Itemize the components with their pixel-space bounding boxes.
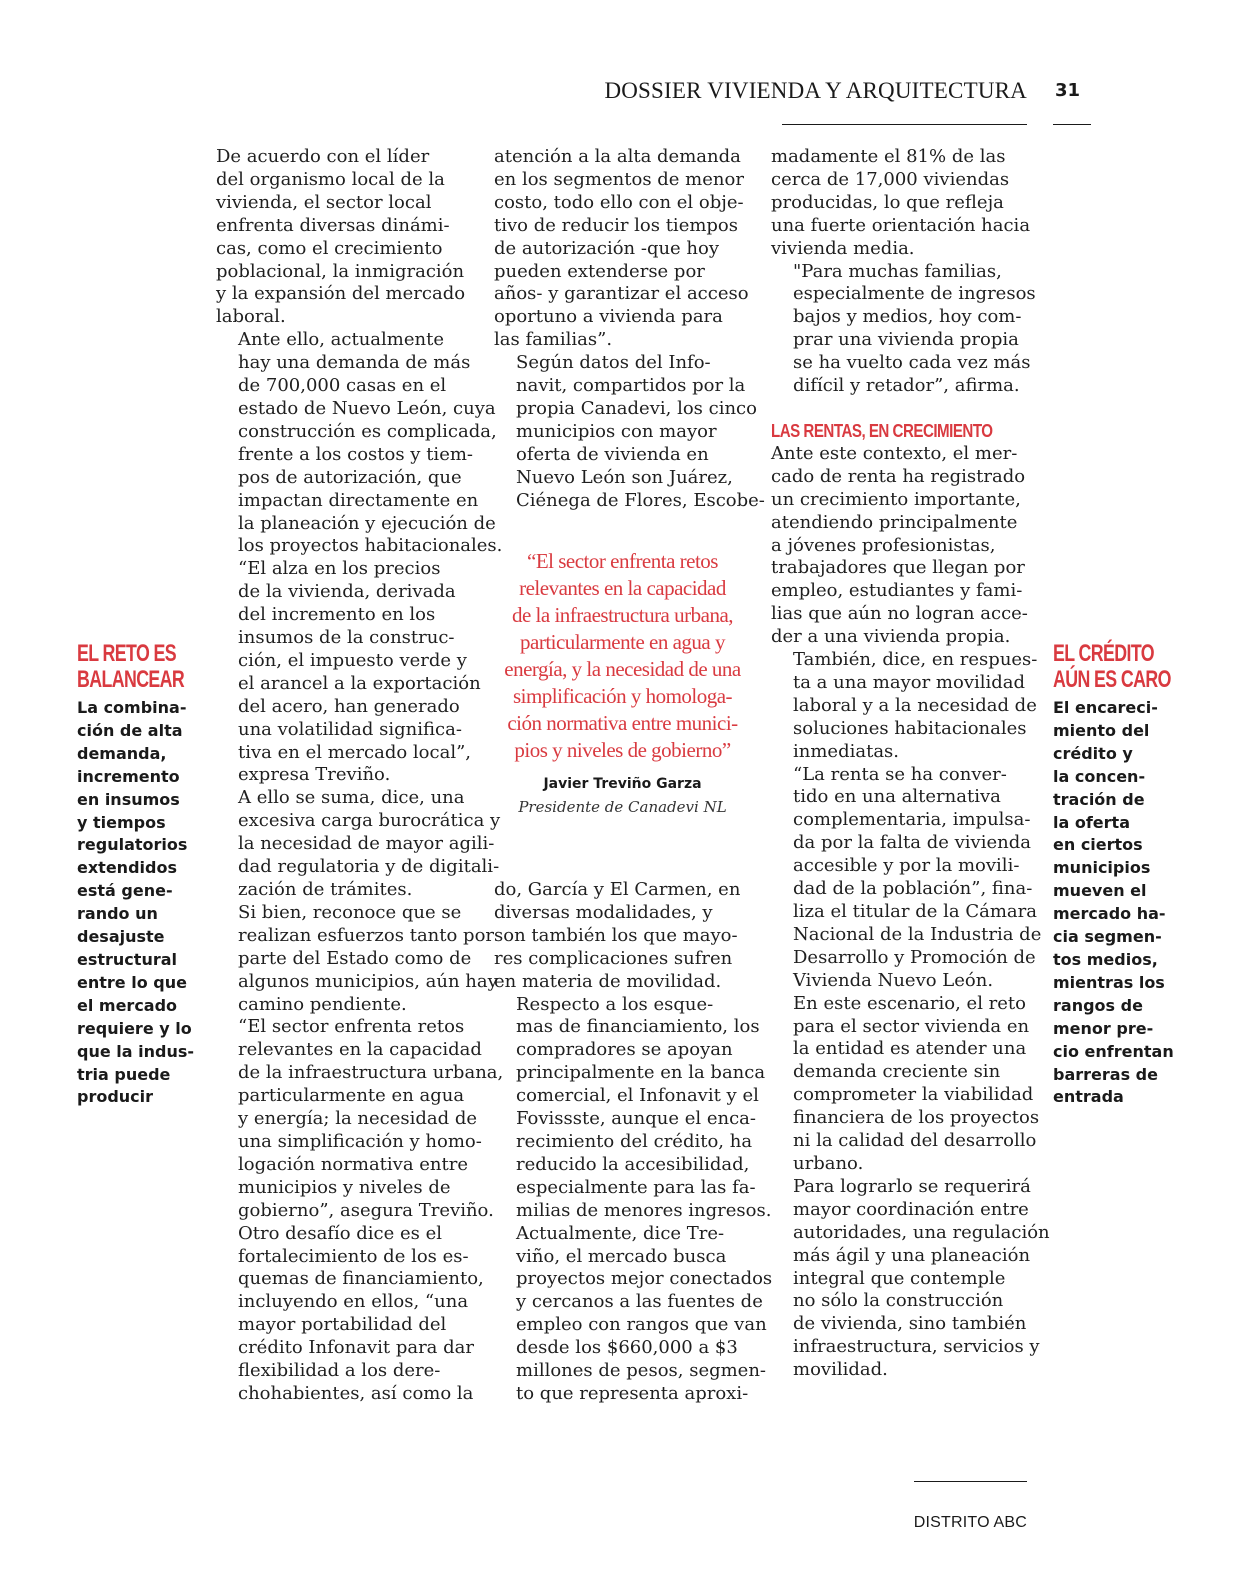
text-line: realizan esfuerzos tanto por — [238, 924, 495, 946]
paragraph — [216, 558, 481, 787]
text-line: rando un — [77, 904, 158, 924]
text-line: diversas modalidades, y — [494, 901, 713, 923]
text-line: “La renta se ha conver- — [793, 763, 1007, 785]
text-line: ta a una mayor movilidad — [793, 671, 1026, 693]
text-line: res complicaciones sufren — [494, 947, 733, 969]
text-line: insumos de la construc- — [238, 627, 455, 649]
text-line: viño, el mercado busca — [516, 1245, 727, 1267]
text-line: movilidad. — [793, 1359, 888, 1381]
text-line: tiva en el mercado local”, — [238, 741, 472, 763]
text-line: empleo con rangos que van — [516, 1314, 767, 1336]
text-line: to que representa aproxi- — [516, 1382, 749, 1404]
text-line: oferta de vivienda en — [516, 443, 709, 465]
page-number: 31 — [1055, 80, 1081, 101]
pull-quote — [490, 548, 755, 764]
text-line: miento del — [1053, 720, 1150, 740]
text-line: municipios con mayor — [516, 420, 717, 442]
text-line: la concen- — [1053, 766, 1146, 786]
text-line: tido en una alternativa — [793, 786, 1001, 808]
text-line: logación normativa entre — [238, 1153, 469, 1175]
text-line: la entidad es atender una — [793, 1038, 1027, 1060]
text-line: do, García y El Carmen, en — [494, 879, 741, 900]
text-line: impactan directamente en — [238, 489, 479, 511]
text-line: compradores se apoyan — [516, 1039, 733, 1061]
text-line: recimiento del crédito, ha — [516, 1130, 753, 1152]
text-line: de vivienda, sino también — [793, 1313, 1027, 1335]
text-line: ción normativa entre munici- — [507, 711, 738, 735]
text-line: inmediatas. — [793, 740, 900, 762]
text-line: y cercanos a las fuentes de — [516, 1291, 763, 1313]
footer-rule — [914, 1481, 1027, 1482]
text-line: complementaria, impulsa- — [793, 809, 1031, 831]
text-line: También, dice, en respues- — [793, 649, 1038, 671]
text-line: millones de pesos, segmen- — [516, 1360, 767, 1382]
text-line: zación de trámites. — [238, 879, 413, 900]
text-line: mayor coordinación entre — [793, 1198, 1029, 1220]
text-line: Ante este contexto, el mer- — [771, 442, 1018, 464]
text-line: desde los $660,000 a $3 — [516, 1337, 738, 1359]
text-line: financiera de los proyectos — [793, 1107, 1040, 1129]
text-line: entrada — [1053, 1087, 1124, 1107]
text-line: pos de autorización, que — [238, 466, 462, 488]
text-line: Para lograrlo se requerirá — [793, 1175, 1031, 1197]
text-line: relevantes en la capacidad — [519, 576, 726, 600]
text-line: vivienda, el sector local — [216, 191, 432, 213]
text-line: dad regulatoria y de digitali- — [238, 856, 500, 878]
text-line: de la infraestructura urbana, — [238, 1062, 504, 1084]
text-line: tivo de reducir los tiempos — [494, 214, 739, 236]
text-line: algunos municipios, aún hay — [238, 970, 498, 992]
text-line: gobierno”, asegura Treviño. — [238, 1199, 494, 1221]
text-line: demanda, — [77, 743, 167, 763]
text-line: comprometer la viabilidad — [793, 1084, 1034, 1106]
text-line: particularmente en agua — [238, 1085, 465, 1107]
text-line: costo, todo ello con el obje- — [494, 191, 744, 213]
text-line: Nuevo León son Juárez, — [516, 466, 733, 488]
text-line: La combina- — [77, 698, 187, 717]
text-line: años- y garantizar el acceso — [494, 283, 749, 305]
text-line: producidas, lo que refleja — [771, 191, 1004, 213]
text-line: y energía; la necesidad de — [238, 1108, 478, 1130]
text-line: las familias”. — [494, 329, 613, 351]
text-line: demanda creciente sin — [793, 1061, 1001, 1083]
text-line: laboral y a la necesidad de — [793, 694, 1037, 716]
column-2-top — [494, 146, 765, 513]
text-line: mayor portabilidad del — [238, 1314, 447, 1336]
text-line: laboral. — [216, 306, 286, 328]
text-line: la necesidad de mayor agili- — [238, 833, 495, 855]
text-line: Nacional de la Industria de — [793, 923, 1042, 945]
text-line: frente a los costos y tiem- — [238, 443, 473, 465]
text-line: BALANCEAR — [77, 666, 185, 693]
text-line: mas de financiamiento, los — [516, 1016, 760, 1038]
text-line: liza el titular de la Cámara — [793, 901, 1037, 922]
text-line: Fovissste, aunque el enca- — [516, 1108, 756, 1130]
header-rule — [782, 124, 1027, 125]
text-line: el mercado — [77, 995, 178, 1015]
footer-publication: DISTRITO ABC — [913, 1514, 1027, 1531]
text-line: para el sector vivienda en — [793, 1015, 1030, 1037]
text-line: no sólo la construcción — [793, 1290, 1004, 1312]
paragraph — [216, 1222, 484, 1406]
text-line: de la vivienda, derivada — [238, 581, 456, 603]
text-line: urbano. — [793, 1152, 864, 1174]
text-line: extendidos — [77, 858, 177, 878]
text-line: mercado ha- — [1053, 904, 1166, 924]
text-line: cia segmen- — [1053, 927, 1162, 947]
paragraph — [494, 352, 765, 512]
pull-quote-role: Presidente de Canadevi NL — [518, 798, 727, 816]
text-line: camino pendiente. — [238, 993, 407, 1015]
text-line: estado de Nuevo León, cuya — [238, 397, 496, 419]
text-line: un crecimiento importante, — [771, 488, 1021, 510]
text-line: proyectos mejor conectados — [516, 1268, 773, 1290]
page-number-rule — [1053, 124, 1091, 125]
text-line: cio enfrentan — [1053, 1041, 1174, 1061]
text-line: está gene- — [77, 881, 173, 901]
text-line: navit, compartidos por la — [516, 375, 746, 397]
text-line: pios y niveles de gobierno” — [514, 738, 731, 762]
text-line: reducido la accesibilidad, — [516, 1153, 750, 1175]
paragraph — [216, 146, 470, 329]
paragraph — [494, 879, 749, 994]
sidebar-right-text — [1053, 697, 1183, 1109]
text-line: quemas de financiamiento, — [238, 1268, 484, 1290]
column-3 — [771, 146, 1050, 1382]
text-line: "Para muchas familias, — [793, 260, 1002, 282]
text-line: estructural — [77, 949, 177, 969]
text-line: del incremento en los — [238, 604, 436, 626]
text-line: tos medios, — [1053, 949, 1158, 969]
paragraph — [771, 649, 1038, 764]
text-line: autoridades, una regulación — [793, 1221, 1050, 1243]
text-line: una volatilidad significa- — [238, 718, 462, 740]
paragraph — [771, 146, 1031, 261]
text-line: EL RETO ES — [77, 640, 177, 667]
text-line: Ciénega de Flores, Escobe- — [516, 489, 765, 511]
text-line: la oferta — [1053, 812, 1130, 832]
text-line: da por la falta de vivienda — [793, 832, 1031, 854]
text-line: Desarrollo y Promoción de — [793, 946, 1036, 968]
text-line: en los segmentos de menor — [494, 168, 744, 190]
subhead-rentas: LAS RENTAS, EN CRECIMIENTO — [771, 420, 993, 441]
text-line: energía, y la necesidad de una — [504, 657, 741, 681]
column-2-bottom — [494, 879, 773, 1406]
text-line: hay una demanda de más — [238, 352, 471, 374]
text-line: vivienda media. — [771, 237, 915, 259]
text-line: en ciertos — [1053, 835, 1143, 855]
text-line: Respecto a los esque- — [516, 993, 714, 1015]
text-line: milias de menores ingresos. — [516, 1199, 772, 1221]
text-line: desajuste — [77, 927, 165, 947]
text-line: accesible y por la movili- — [793, 855, 1020, 877]
pull-quote-author: Javier Treviño Garza — [543, 776, 702, 792]
paragraph — [771, 992, 1040, 1176]
text-line: A ello se suma, dice, una — [238, 787, 465, 809]
text-line: requiere y lo — [77, 1018, 192, 1038]
text-line: empleo, estudiantes y fami- — [771, 580, 1023, 602]
text-line: der a una vivienda propia. — [771, 626, 1011, 648]
text-line: construcción es complicada, — [238, 420, 497, 442]
paragraph — [216, 901, 498, 1017]
text-line: el arancel a la exportación — [238, 672, 481, 694]
text-line: municipios y niveles de — [238, 1176, 451, 1198]
text-line: particularmente en agua y — [520, 630, 725, 654]
paragraph — [771, 260, 1036, 398]
paragraph — [771, 763, 1042, 993]
text-line: que la indus- — [77, 1041, 194, 1061]
text-line: pueden extenderse por — [494, 260, 705, 282]
text-line: El encareci- — [1053, 698, 1158, 717]
paragraph — [494, 993, 772, 1223]
text-line: a jóvenes profesionistas, — [771, 534, 996, 556]
text-line: poblacional, la inmigración — [216, 260, 465, 282]
text-line: lias que aún no logran acce- — [771, 603, 1028, 625]
text-line: tración de — [1053, 789, 1145, 809]
text-line: cerca de 17,000 viviendas — [771, 168, 1010, 190]
text-line: en materia de movilidad. — [494, 970, 722, 992]
text-line: de autorización -que hoy — [494, 237, 720, 259]
text-line: parte del Estado como de — [238, 947, 472, 969]
text-line: Según datos del Info- — [516, 352, 711, 374]
text-line: relevantes en la capacidad — [238, 1039, 482, 1061]
text-line: oportuno a vivienda para — [494, 306, 723, 328]
sidebar-left-text — [77, 697, 207, 1109]
text-line: infraestructura, servicios y — [793, 1336, 1040, 1358]
sidebar-right — [1053, 641, 1183, 1109]
text-line: mientras los — [1053, 972, 1165, 992]
paragraph — [771, 1175, 1050, 1382]
text-line: Vivienda Nuevo León. — [793, 969, 994, 991]
text-line: De acuerdo con el líder — [216, 146, 430, 167]
text-line: integral que contemple — [793, 1267, 1006, 1289]
text-line: Otro desafío dice es el — [238, 1222, 443, 1244]
paragraph — [494, 146, 749, 352]
text-line: la planeación y ejecución de — [238, 512, 496, 534]
text-line: incremento — [77, 766, 180, 786]
text-line: ni la calidad del desarrollo — [793, 1130, 1037, 1152]
text-line: difícil y retador”, afirma. — [793, 375, 1020, 397]
text-line: prar una vivienda propia — [793, 329, 1019, 351]
text-line: EL CRÉDITO — [1053, 640, 1154, 667]
text-line: soluciones habitacionales — [793, 717, 1027, 739]
text-line: menor pre- — [1053, 1018, 1154, 1038]
paragraph — [216, 1016, 504, 1222]
text-line: ción de alta — [77, 720, 183, 740]
text-line: cas, como el crecimiento — [216, 237, 443, 259]
text-line: atención a la alta demanda — [494, 146, 741, 167]
paragraph — [494, 1222, 773, 1406]
text-line: barreras de — [1053, 1064, 1158, 1084]
text-line: crédito Infonavit para dar — [238, 1337, 474, 1359]
text-line: especialmente de ingresos — [793, 283, 1036, 305]
text-line: En este escenario, el reto — [793, 992, 1026, 1014]
text-line: AÚN ES CARO — [1053, 666, 1171, 693]
text-line: atendiendo principalmente — [771, 511, 1018, 533]
text-line: municipios — [1053, 858, 1151, 878]
text-line: enfrenta diversas dinámi- — [216, 214, 450, 236]
text-line: excesiva carga burocrática y — [238, 810, 501, 832]
text-line: en insumos — [77, 789, 180, 809]
text-line: ción, el impuesto verde y — [238, 649, 467, 671]
section-title: DOSSIER VIVIENDA Y ARQUITECTURA — [604, 78, 1027, 103]
text-line: “El sector enfrenta retos — [238, 1016, 465, 1038]
text-line: “El sector enfrenta retos — [527, 549, 718, 573]
text-line: dad de la población”, fina- — [793, 878, 1033, 900]
text-line: y la expansión del mercado — [216, 283, 466, 305]
text-line: de la infraestructura urbana, — [511, 603, 734, 627]
text-line: fortalecimiento de los es- — [238, 1245, 469, 1267]
text-line: incluyendo en ellos, “una — [238, 1291, 469, 1313]
text-line: más ágil y una planeación — [793, 1244, 1031, 1266]
text-line: cado de renta ha registrado — [771, 465, 1026, 487]
paragraph — [771, 443, 1026, 649]
text-line: principalmente en la banca — [516, 1062, 766, 1084]
text-line: de 700,000 casas en el — [238, 375, 447, 397]
text-line: tria puede — [77, 1064, 171, 1084]
text-line: son también los que mayo- — [494, 924, 738, 946]
text-line: entre lo que — [77, 972, 187, 992]
text-line: chohabientes, así como la — [238, 1382, 474, 1404]
text-line: trabajadores que llegan por — [771, 557, 1025, 579]
text-line: y tiempos — [77, 812, 166, 832]
paragraph — [216, 329, 503, 558]
text-line: mueven el — [1053, 881, 1147, 901]
column-1 — [216, 146, 504, 1406]
text-line: “El alza en los precios — [238, 558, 441, 580]
paragraph — [216, 787, 501, 902]
text-line: una fuerte orientación hacia — [771, 214, 1031, 236]
sidebar-left-title — [77, 640, 185, 693]
text-line: producir — [77, 1087, 154, 1107]
text-line: especialmente para las fa- — [516, 1176, 756, 1198]
text-line: una simplificación y homo- — [238, 1130, 482, 1152]
text-line: regulatorios — [77, 835, 188, 855]
text-line: Si bien, reconoce que se — [238, 901, 462, 923]
sidebar-right-title — [1053, 640, 1171, 693]
text-line: propia Canadevi, los cinco — [516, 397, 757, 419]
text-line: flexibilidad a los dere- — [238, 1360, 441, 1382]
text-line: comercial, el Infonavit y el — [516, 1085, 759, 1107]
text-line: simplificación y homologa- — [512, 684, 733, 708]
text-line: bajos y medios, hoy com- — [793, 306, 1022, 328]
text-line: Ante ello, actualmente — [238, 329, 444, 351]
sidebar-left — [77, 641, 207, 1109]
text-line: del acero, han generado — [238, 695, 460, 717]
text-line: rangos de — [1053, 995, 1143, 1015]
text-line: se ha vuelto cada vez más — [793, 352, 1031, 374]
text-line: del organismo local de la — [216, 168, 445, 190]
text-line: madamente el 81% de las — [771, 146, 1006, 167]
text-line: expresa Treviño. — [238, 764, 391, 786]
text-line: Actualmente, dice Tre- — [516, 1222, 725, 1244]
text-line: los proyectos habitacionales. — [238, 535, 503, 557]
text-line: crédito y — [1053, 743, 1133, 763]
